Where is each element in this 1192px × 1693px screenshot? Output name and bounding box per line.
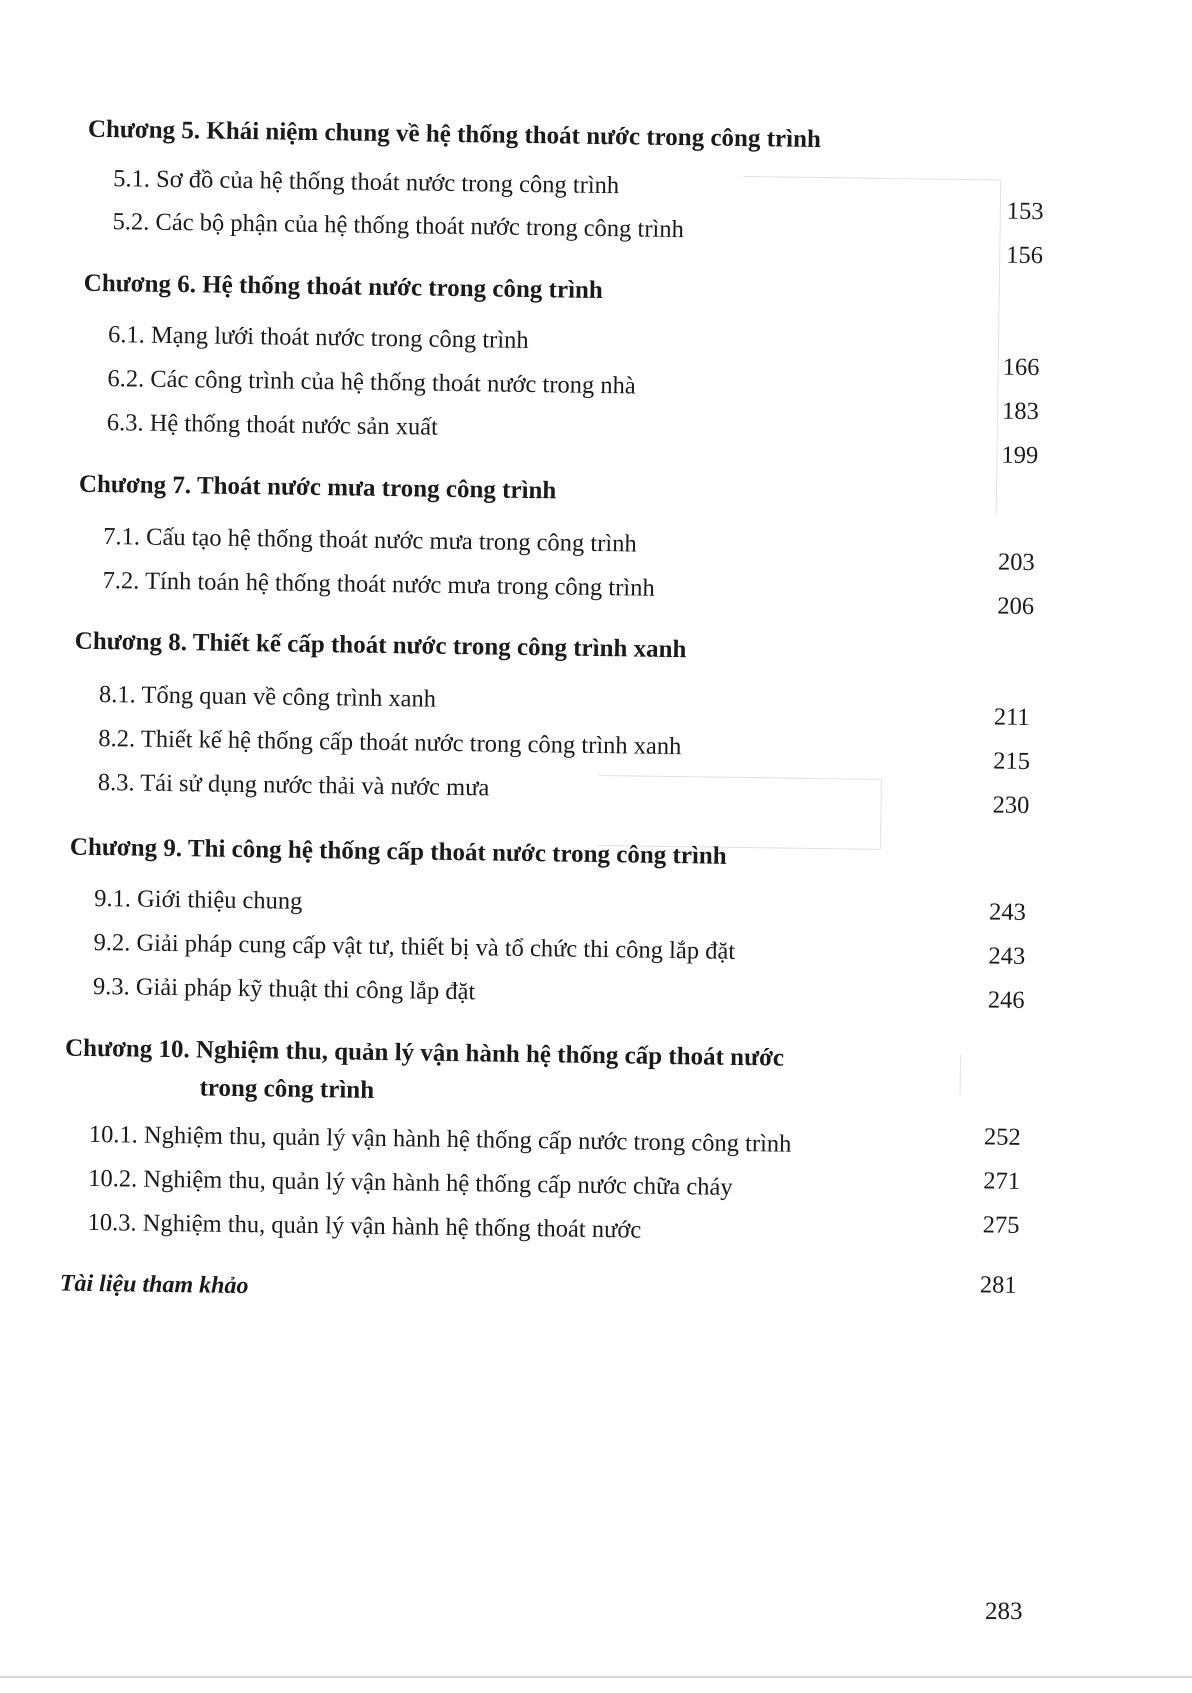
chapter-title-text: Chương 7. Thoát nước mưa trong công trình (78, 470, 557, 505)
toc-page-number: 243 (988, 898, 1027, 926)
toc-item: 8.2. Thiết kế hệ thống cấp thoát nước trong công trình xanh (98, 725, 682, 761)
chapter-7-title (79, 466, 557, 511)
toc-item: 9.2. Giải pháp cung cấp vật tư, thiết bị và tổ chức thi công lắp đặt (93, 928, 736, 965)
toc-item: 6.2. Các công trình của hệ thống thoát nước trong nhà (107, 365, 636, 400)
toc-page-number: 252 (983, 1123, 1021, 1151)
toc-item: 8.1. Tổng quan về công trình xanh (98, 681, 437, 713)
toc-item: 9.1. Giới thiệu chung (93, 884, 303, 915)
chapter-title-text: Chương 6. Hệ thống thoát nước trong công trình (83, 269, 604, 304)
toc-page-number: 215 (992, 747, 1031, 776)
chapter-title-text: Chương 9. Thi công hệ thống cấp thoát nước trong công trình (69, 833, 727, 870)
references-heading: Tài liệu tham khảo (59, 1270, 249, 1300)
toc-page-number: 166 (1002, 353, 1040, 382)
toc-item: 5.1. Sơ đồ của hệ thống thoát nước trong công trình (113, 165, 620, 200)
scan-rule (599, 775, 881, 780)
scan-rule (743, 176, 1001, 181)
toc-page-number: 230 (992, 791, 1030, 820)
toc-page-number: 275 (982, 1211, 1020, 1239)
chapter-8-title (74, 623, 686, 670)
toc-page-number: 271 (983, 1167, 1021, 1195)
chapter-6-title (83, 265, 603, 310)
chapter-title-text: Chương 8. Thiết kế cấp thoát nước trong công trình xanh (74, 627, 687, 664)
chapter-title-line-2: trong công trình (199, 1074, 375, 1104)
toc-item: 6.3. Hệ thống thoát nước sản xuất (106, 409, 439, 441)
toc-page-number: 199 (1001, 441, 1039, 470)
scan-edge (0, 1676, 1192, 1678)
toc-page-number: 203 (997, 548, 1035, 577)
toc-item: 10.1. Nghiệm thu, quản lý vận hành hệ thống cấp nước trong công trình (88, 1120, 792, 1158)
toc-item: 7.1. Cấu tạo hệ thống thoát nước mưa trong công trình (103, 523, 637, 558)
toc-page-number: 153 (1006, 197, 1044, 226)
toc-item: 9.3. Giải pháp kỹ thuật thi công lắp đặt (92, 972, 476, 1006)
chapter-5-title (88, 111, 821, 159)
toc-item: 7.2. Tính toán hệ thống thoát nước mưa trong công trình (102, 567, 655, 602)
toc-page-number: 243 (988, 942, 1026, 970)
toc-page-number: 206 (997, 592, 1035, 621)
references-page-number: 281 (979, 1271, 1017, 1299)
chapter-10-title (64, 1030, 784, 1116)
scan-rule (880, 779, 882, 849)
chapter-title-text: Chương 5. Khái niệm chung về hệ thống thoát nước trong công trình (87, 115, 822, 154)
toc-page-number: 211 (993, 703, 1030, 731)
chapter-9-title (70, 829, 727, 876)
toc-page-number: 156 (1006, 241, 1044, 270)
folio-page-number: 283 (985, 1598, 1023, 1625)
toc-page-number: 183 (1001, 397, 1040, 426)
toc-item: 8.3. Tái sử dụng nước thải và nước mưa (97, 768, 490, 802)
toc-item: 10.2. Nghiệm thu, quản lý vận hành hệ thống cấp nước chữa cháy (88, 1164, 733, 1201)
scan-rule (960, 1055, 962, 1095)
toc-item: 6.1. Mạng lưới thoát nước trong công trình (107, 321, 529, 354)
toc-page-number: 246 (987, 986, 1025, 1014)
chapter-title-text: Chương 10. Nghiệm thu, quản lý vận hành hệ thống cấp thoát nước (64, 1034, 785, 1072)
toc-item: 5.2. Các bộ phận của hệ thống thoát nước trong công trình (112, 208, 684, 244)
toc-item: 10.3. Nghiệm thu, quản lý vận hành hệ thống thoát nước (87, 1208, 642, 1244)
